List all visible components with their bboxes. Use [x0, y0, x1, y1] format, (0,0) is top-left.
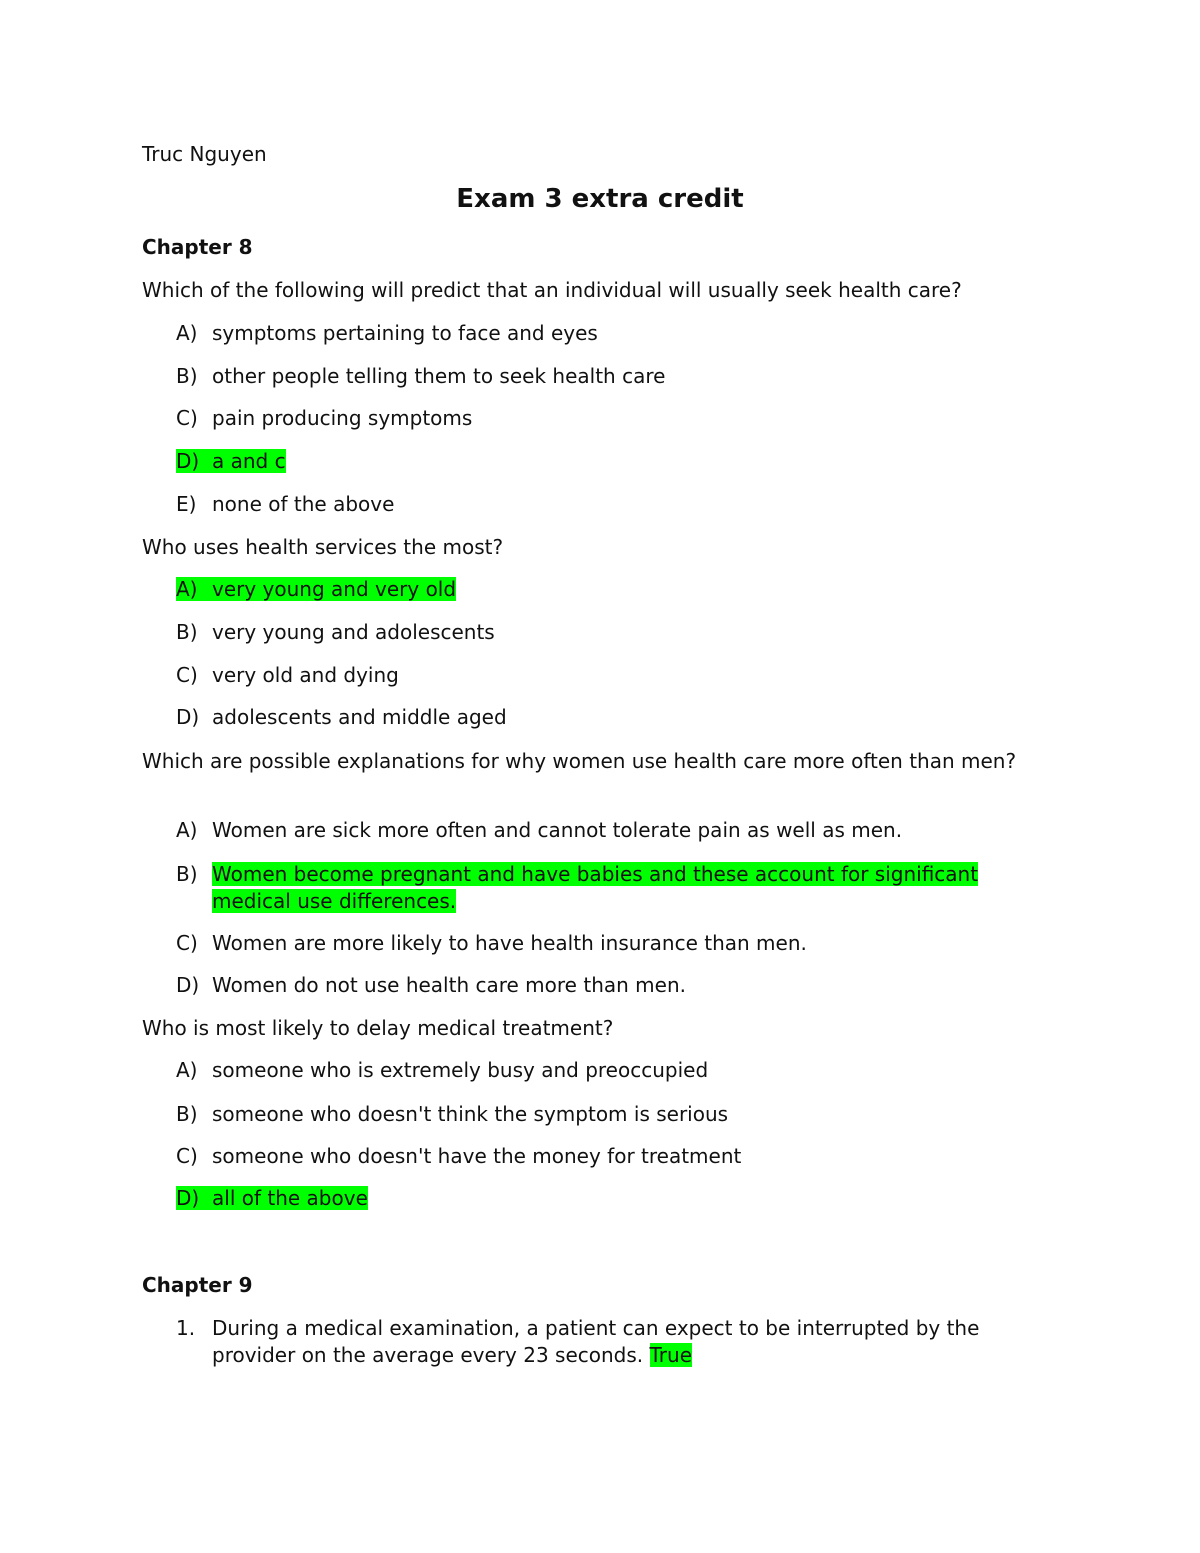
- option-label: A): [176, 818, 198, 842]
- option-text: very young and very old: [212, 577, 457, 601]
- option-label: B): [176, 620, 198, 644]
- option-text: someone who is extremely busy and preoccupied: [212, 1058, 709, 1082]
- option-label: D): [176, 973, 200, 997]
- option-label: C): [176, 1144, 198, 1168]
- item-answer-highlighted: True: [649, 1343, 692, 1367]
- option-label: B): [176, 862, 198, 886]
- option-text: Women are sick more often and cannot tolerate pain as well as men.: [212, 818, 903, 842]
- option-label: B): [176, 364, 198, 388]
- option-text: pain producing symptoms: [212, 406, 473, 430]
- answer-option: [176, 705, 507, 729]
- option-label: C): [176, 931, 198, 955]
- answer-option: [176, 406, 472, 430]
- answer-option: [176, 321, 598, 345]
- answer-option-highlighted: [176, 1186, 368, 1210]
- answer-option: [176, 818, 902, 842]
- answer-option: [176, 620, 495, 644]
- option-text: someone who doesn't have the money for treatment: [212, 1144, 742, 1168]
- answer-option: [176, 1058, 708, 1082]
- option-label: E): [176, 492, 197, 516]
- option-text: Women are more likely to have health insurance than men.: [212, 931, 807, 955]
- answer-option: [176, 1102, 728, 1126]
- option-text: a and c: [212, 449, 286, 473]
- option-text: very young and adolescents: [212, 620, 495, 644]
- item-number: 1.: [176, 1316, 196, 1340]
- option-label: C): [176, 663, 198, 687]
- option-label: A): [176, 1058, 198, 1082]
- option-text: all of the above: [212, 1186, 368, 1210]
- answer-option: [176, 364, 665, 388]
- option-label: D): [176, 449, 200, 473]
- option-text: Women do not use health care more than men.: [212, 973, 686, 997]
- answer-option: [176, 1144, 741, 1168]
- chapter-heading: Chapter 8: [142, 235, 253, 259]
- chapter-heading: Chapter 9: [142, 1273, 253, 1297]
- question-text: Who is most likely to delay medical treatment?: [142, 1016, 614, 1040]
- answer-option: [176, 492, 394, 516]
- author-name: Truc Nguyen: [142, 142, 267, 166]
- option-text: adolescents and middle aged: [212, 705, 507, 729]
- answer-option-highlighted: [176, 861, 1006, 915]
- option-label: C): [176, 406, 198, 430]
- option-text: symptoms pertaining to face and eyes: [212, 321, 598, 345]
- option-text: someone who doesn't think the symptom is serious: [212, 1102, 729, 1126]
- page-title: Exam 3 extra credit: [456, 184, 744, 214]
- answer-option: [176, 663, 399, 687]
- numbered-item: [176, 1315, 1006, 1369]
- question-text: Which of the following will predict that an individual will usually seek health care?: [142, 278, 962, 302]
- option-text: Women become pregnant and have babies and these account for significant medical use differences.: [212, 862, 979, 913]
- answer-option: [176, 973, 686, 997]
- question-text: Who uses health services the most?: [142, 535, 504, 559]
- question-text: Which are possible explanations for why women use health care more often than men?: [142, 749, 1017, 773]
- option-label: D): [176, 1186, 200, 1210]
- option-text: very old and dying: [212, 663, 399, 687]
- option-text: other people telling them to seek health care: [212, 364, 666, 388]
- option-label: A): [176, 321, 198, 345]
- answer-option-highlighted: [176, 577, 456, 601]
- option-text: none of the above: [212, 492, 395, 516]
- answer-option: [176, 931, 807, 955]
- option-label: A): [176, 577, 198, 601]
- option-label: D): [176, 705, 200, 729]
- answer-option-highlighted: [176, 449, 286, 473]
- item-text: During a medical examination, a patient can expect to be interrupted by the provider on the average every 23 seconds.: [212, 1316, 980, 1367]
- option-label: B): [176, 1102, 198, 1126]
